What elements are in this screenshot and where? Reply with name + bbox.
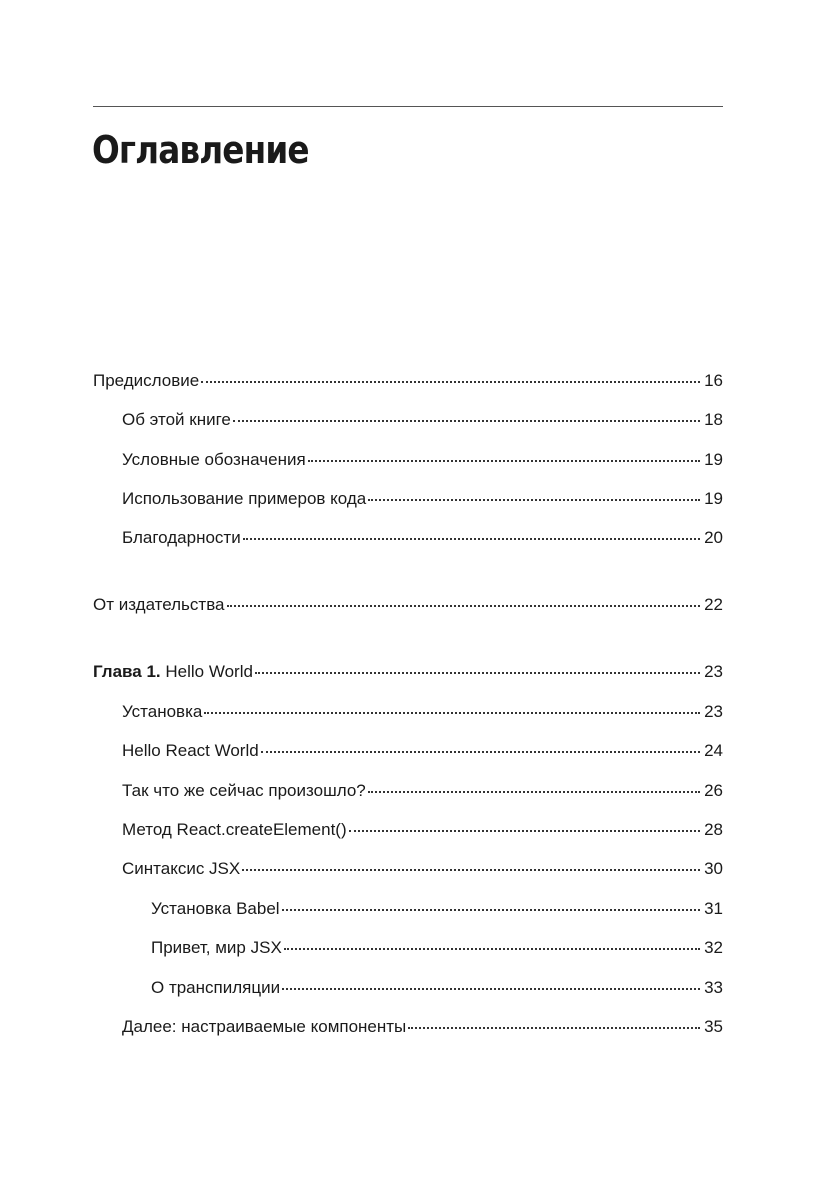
- chapter-number: Глава 1.: [93, 662, 161, 681]
- dot-leader: [308, 458, 700, 462]
- toc-entry-custom-components[interactable]: [93, 1014, 723, 1040]
- toc-entry-preface[interactable]: [93, 368, 723, 394]
- toc-page-number: 19: [704, 450, 723, 469]
- dot-leader: [261, 749, 700, 753]
- toc-entry-label: Синтаксис JSX: [122, 859, 241, 878]
- toc-entry-installation[interactable]: [93, 699, 723, 725]
- toc-entry-jsx-syntax[interactable]: [93, 856, 723, 882]
- toc-entry-from-publisher[interactable]: [93, 592, 723, 618]
- dot-leader: [255, 670, 700, 674]
- toc-entry-label: Предисловие: [93, 371, 200, 390]
- toc-page-number: 26: [704, 781, 723, 800]
- toc-entry-label: Привет, мир JSX: [151, 938, 282, 957]
- toc-entry-what-happened[interactable]: [93, 778, 723, 804]
- dot-leader: [243, 536, 700, 540]
- toc-page-number: 22: [704, 595, 723, 614]
- toc-page-number: 16: [704, 371, 723, 390]
- toc-page-number: 18: [704, 410, 723, 429]
- toc-entry-chapter-1[interactable]: [93, 659, 723, 685]
- toc-entry-conventions[interactable]: [93, 447, 723, 473]
- toc-entry-babel-install[interactable]: [93, 896, 723, 922]
- toc-entry-hello-react-world[interactable]: [93, 738, 723, 764]
- dot-leader: [201, 379, 700, 383]
- toc-entry-acknowledgements[interactable]: [93, 525, 723, 551]
- dot-leader: [408, 1025, 700, 1029]
- page-title: Оглавление: [92, 128, 309, 172]
- toc-entry-label: Метод React.createElement(): [122, 820, 347, 839]
- dot-leader: [368, 497, 700, 501]
- toc-entry-label: Благодарности: [122, 528, 241, 547]
- toc-entry-label: Установка: [122, 702, 203, 721]
- toc-entry-label: Так что же сейчас произошло?: [122, 781, 366, 800]
- chapter-title: Hello World: [165, 662, 253, 681]
- top-rule: [93, 106, 723, 107]
- toc-entry-label: Установка Babel: [151, 899, 280, 918]
- dot-leader: [284, 946, 700, 950]
- toc-page-number: 33: [704, 978, 723, 997]
- toc-entry-hello-jsx[interactable]: [93, 935, 723, 961]
- toc-page-number: 32: [704, 938, 723, 957]
- toc-page-number: 23: [704, 662, 723, 681]
- toc-entry-create-element[interactable]: [93, 817, 723, 843]
- toc-entry-code-examples[interactable]: [93, 486, 723, 512]
- dot-leader: [349, 828, 700, 832]
- dot-leader: [233, 418, 700, 422]
- dot-leader: [282, 907, 700, 911]
- toc-entry-label: [93, 659, 253, 685]
- toc-entry-transpilation[interactable]: [93, 975, 723, 1001]
- toc-page-number: 28: [704, 820, 723, 839]
- toc-entry-label: О транспиляции: [151, 978, 281, 997]
- toc-entry-about-book[interactable]: [93, 407, 723, 433]
- toc-page-number: 19: [704, 489, 723, 508]
- dot-leader: [204, 710, 700, 714]
- toc-entry-label: От издательства: [93, 595, 225, 614]
- toc-entry-label: Использование примеров кода: [122, 489, 367, 508]
- toc-entry-label: Условные обозначения: [122, 450, 306, 469]
- toc-page-number: 30: [704, 859, 723, 878]
- toc-page-number: 23: [704, 702, 723, 721]
- toc-page-number: 35: [704, 1017, 723, 1036]
- toc-page-number: 24: [704, 741, 723, 760]
- toc-entry-label: Hello React World: [122, 741, 259, 760]
- toc-entry-label: Об этой книге: [122, 410, 231, 429]
- toc-entry-label: Далее: настраиваемые компоненты: [122, 1017, 407, 1036]
- toc-page-number: 31: [704, 899, 723, 918]
- dot-leader: [282, 986, 700, 990]
- toc-page-number: 20: [704, 528, 723, 547]
- dot-leader: [242, 867, 700, 871]
- dot-leader: [227, 603, 701, 607]
- dot-leader: [368, 789, 700, 793]
